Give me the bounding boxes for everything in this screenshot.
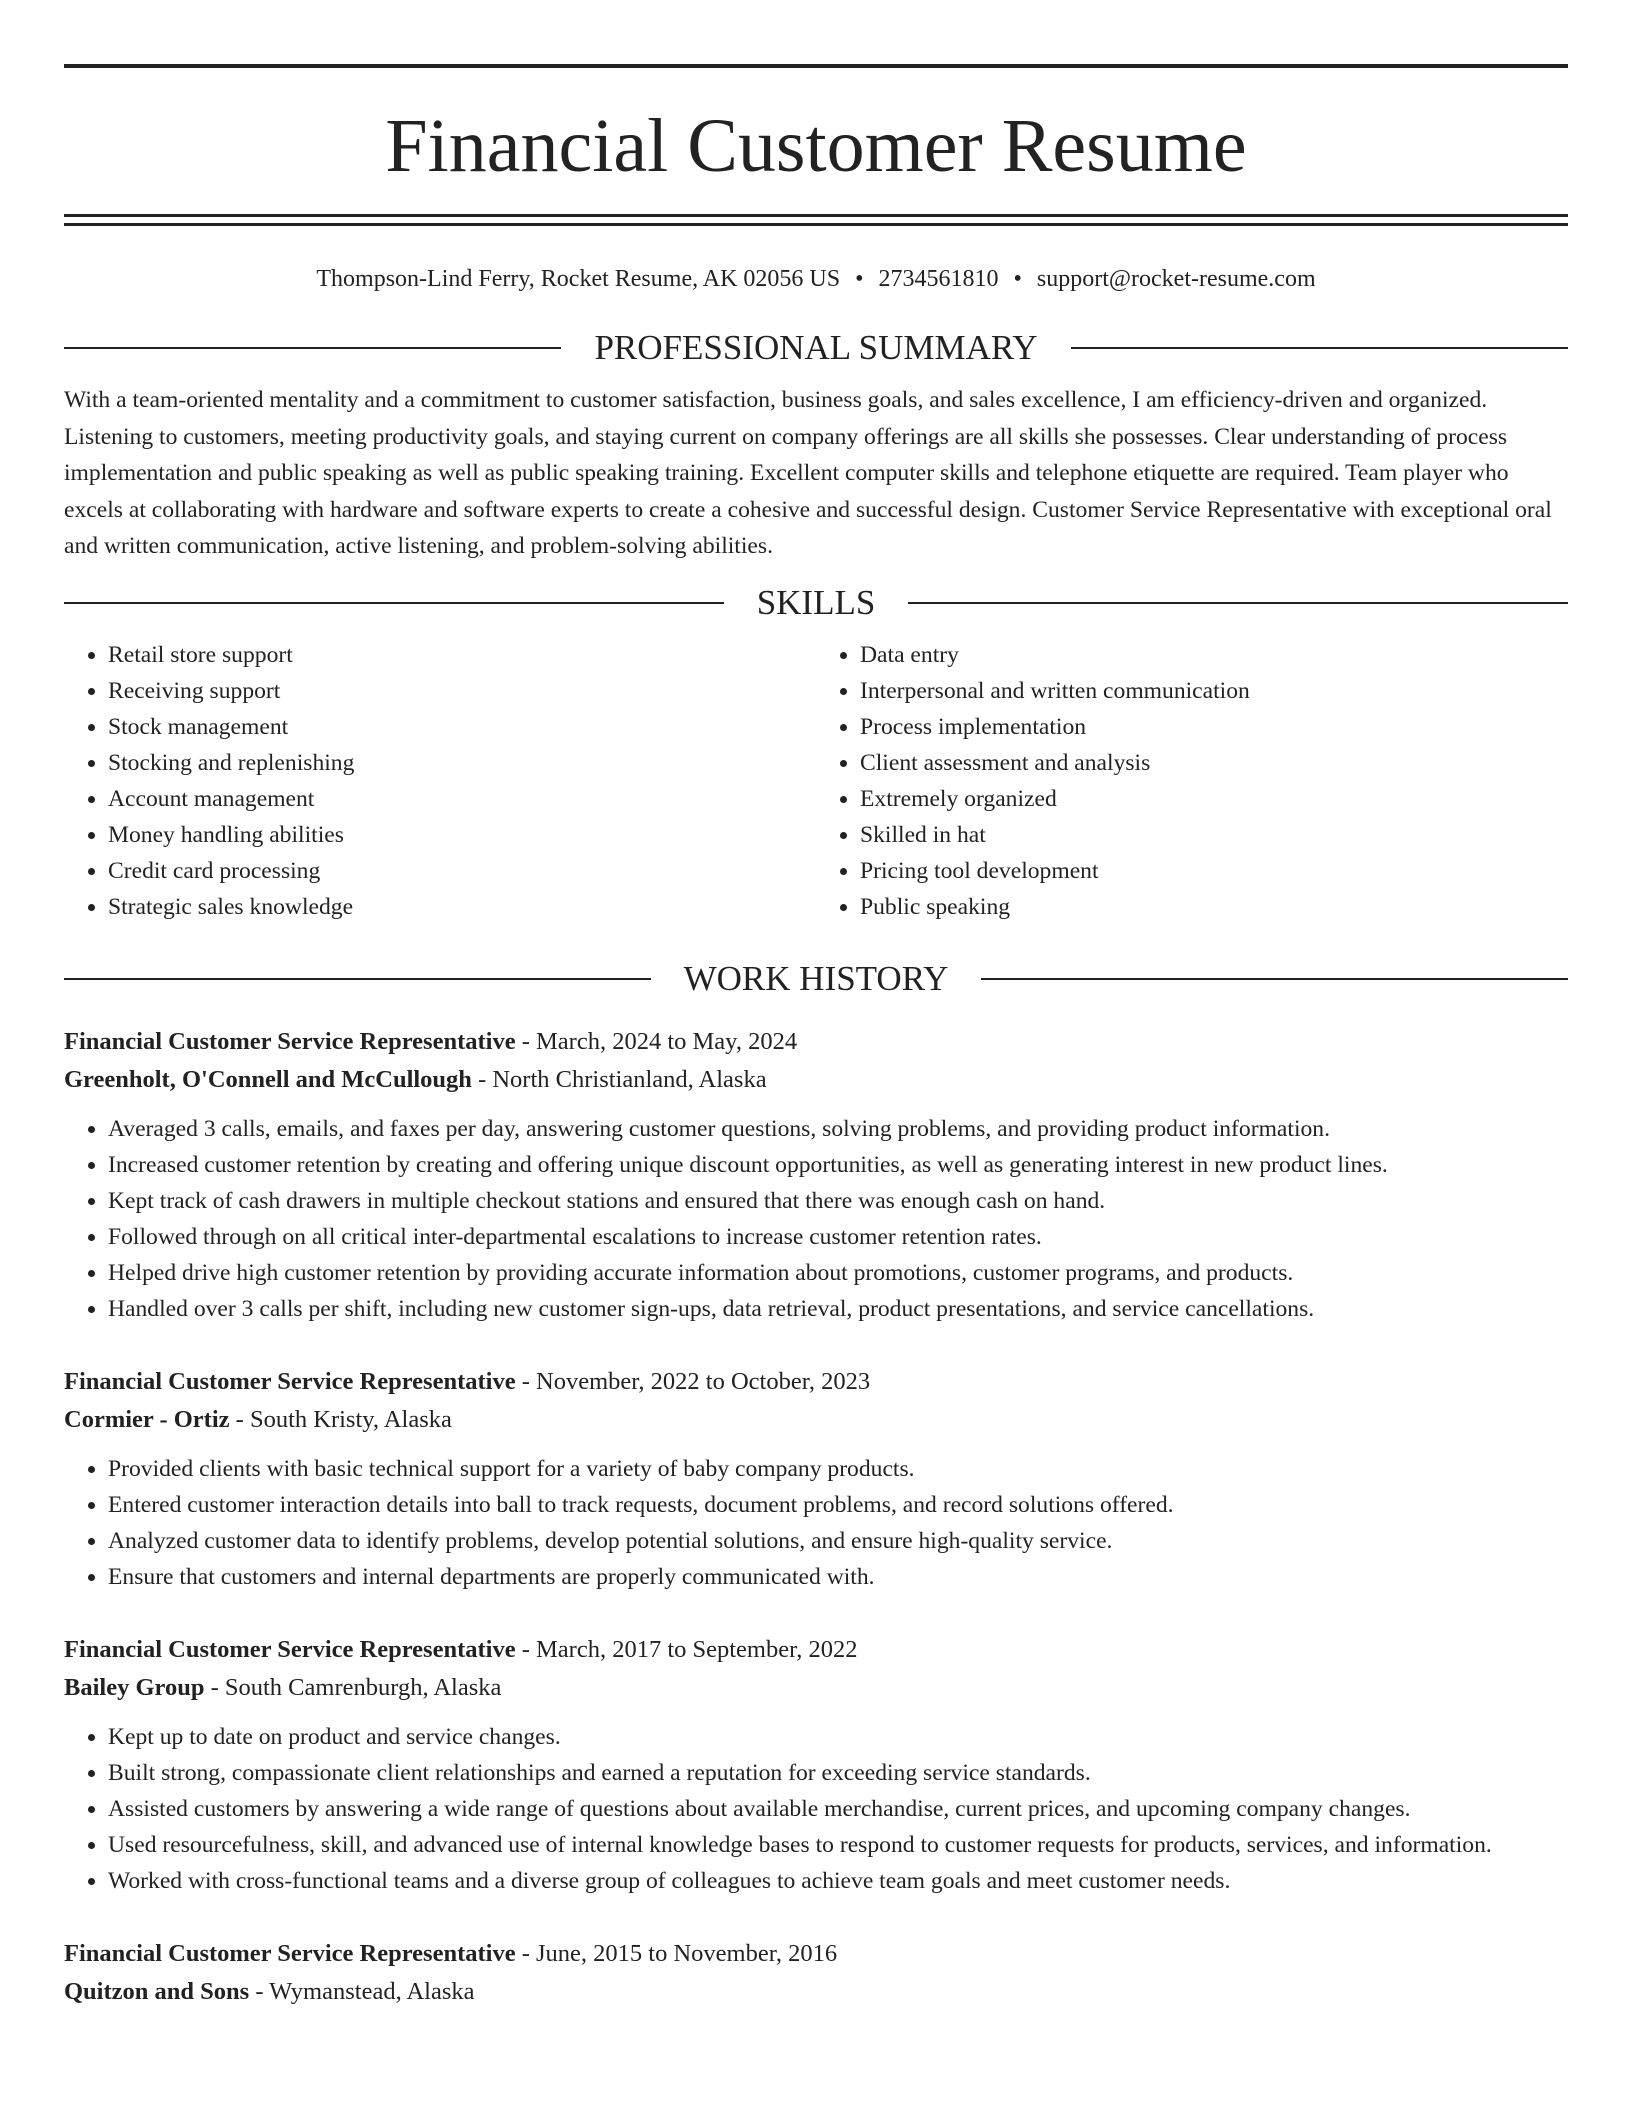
job-title: Financial Customer Service Representative xyxy=(64,1635,516,1663)
job-title-line: Financial Customer Service Representative - March, 2024 to May, 2024 xyxy=(64,1027,798,1055)
job-entry xyxy=(64,1363,1568,1595)
job-location: South Kristy, Alaska xyxy=(249,1405,452,1433)
contact-address: Thompson-Lind Ferry, Rocket Resume, AK 02056 US xyxy=(316,266,841,292)
section-title-summary: PROFESSIONAL SUMMARY xyxy=(594,328,1038,367)
heading-rule-left xyxy=(64,602,724,604)
job-entry xyxy=(64,1023,1568,1327)
job-bullet: • Handled over 3 calls per shift, including new customer sign-ups, data retrieval, product presentations, and service cancellations. xyxy=(108,1291,1568,1327)
job-company-line: Bailey Group - South Camrenburgh, Alaska xyxy=(64,1673,502,1701)
section-heading-work-history xyxy=(64,959,1568,999)
job-dates: March, 2017 to September, 2022 xyxy=(536,1635,858,1663)
job-title: Financial Customer Service Representative xyxy=(64,1939,516,1967)
section-title-work-history: WORK HISTORY xyxy=(683,958,949,998)
skills-columns xyxy=(64,637,1568,925)
job-bullet: • Provided clients with basic technical support for a variety of baby company products. xyxy=(108,1451,1568,1487)
skill-item: • Stocking and replenishing xyxy=(108,745,816,781)
skill-item: • Retail store support xyxy=(108,637,816,673)
job-dates: November, 2022 to October, 2023 xyxy=(536,1367,871,1395)
job-bullets xyxy=(64,1451,1568,1595)
job-company-line: Cormier - Ortiz - South Kristy, Alaska xyxy=(64,1405,452,1433)
job-bullet: • Kept track of cash drawers in multiple checkout stations and ensured that there was enough cash on hand. xyxy=(108,1183,1568,1219)
job-dates: June, 2015 to November, 2016 xyxy=(536,1939,838,1967)
job-company-line: Greenholt, O'Connell and McCullough - North Christianland, Alaska xyxy=(64,1065,767,1093)
job-bullet: • Worked with cross-functional teams and a diverse group of colleagues to achieve team goals and meet customer needs. xyxy=(108,1863,1568,1899)
job-company: Quitzon and Sons xyxy=(64,1977,250,2005)
job-dates: March, 2024 to May, 2024 xyxy=(536,1027,798,1055)
job-bullet: • Assisted customers by answering a wide range of questions about available merchandise, current prices, and upcoming company changes. xyxy=(108,1791,1568,1827)
section-heading-summary xyxy=(64,328,1568,368)
job-location: South Camrenburgh, Alaska xyxy=(224,1673,502,1701)
heading-rule-left xyxy=(64,978,651,980)
skill-item: • Extremely organized xyxy=(860,781,1568,817)
contact-separator: • xyxy=(1013,266,1022,292)
heading-rule-right xyxy=(981,978,1568,980)
job-company-line: Quitzon and Sons - Wymanstead, Alaska xyxy=(64,1977,475,2005)
job-bullet: • Built strong, compassionate client relationships and earned a reputation for exceeding service standards. xyxy=(108,1755,1568,1791)
resume-title: Financial Customer Resume xyxy=(385,104,1247,188)
job-location: Wymanstead, Alaska xyxy=(269,1977,475,2005)
job-entry xyxy=(64,1631,1568,1899)
job-bullet: • Increased customer retention by creating and offering unique discount opportunities, as well as generating interest in new product lines. xyxy=(108,1147,1568,1183)
professional-summary-text: With a team-oriented mentality and a commitment to customer satisfaction, business goals, and sales excellence, I am efficiency-driven and organized. Listening to customers, meeting productivity goals, and staying current on company offerings are all skills she possesses. Clear understanding of process implementation and public speaking as well as public speaking training. Excellent computer skills and telephone etiquette are required. Team player who excels at collaborating with hardware and software experts to create a cohesive and successful design. Customer Service Representative with exceptional oral and written communication, active listening, and problem-solving abilities. xyxy=(64,387,1552,560)
job-title-line: Financial Customer Service Representative - November, 2022 to October, 2023 xyxy=(64,1367,871,1395)
contact-separator: • xyxy=(855,266,864,292)
job-company: Greenholt, O'Connell and McCullough xyxy=(64,1065,472,1093)
job-bullet: • Helped drive high customer retention by providing accurate information about promotions, customer programs, and products. xyxy=(108,1255,1568,1291)
top-rule xyxy=(64,64,1568,68)
heading-rule-left xyxy=(64,347,561,349)
skill-item: • Data entry xyxy=(860,637,1568,673)
work-history-list xyxy=(64,1023,1568,2011)
contact-line xyxy=(64,264,1568,294)
job-bullet: • Ensure that customers and internal departments are properly communicated with. xyxy=(108,1559,1568,1595)
job-title-line: Financial Customer Service Representative - March, 2017 to September, 2022 xyxy=(64,1635,858,1663)
job-bullet: • Kept up to date on product and service changes. xyxy=(108,1719,1568,1755)
skill-item: • Process implementation xyxy=(860,709,1568,745)
job-title: Financial Customer Service Representative xyxy=(64,1367,516,1395)
job-bullet: • Averaged 3 calls, emails, and faxes per day, answering customer questions, solving problems, and providing product information. xyxy=(108,1111,1568,1147)
skill-item: • Client assessment and analysis xyxy=(860,745,1568,781)
section-heading-skills xyxy=(64,583,1568,623)
skills-list-left xyxy=(64,637,816,925)
job-bullets xyxy=(64,1111,1568,1327)
job-bullet: • Followed through on all critical inter-departmental escalations to increase customer retention rates. xyxy=(108,1219,1568,1255)
job-bullets xyxy=(64,1719,1568,1899)
skill-item: • Account management xyxy=(108,781,816,817)
job-bullet: • Used resourcefulness, skill, and advanced use of internal knowledge bases to respond to customer requests for products, services, and information. xyxy=(108,1827,1568,1863)
section-title-skills: SKILLS xyxy=(756,582,876,622)
skills-list-right xyxy=(816,637,1568,925)
skill-item: • Public speaking xyxy=(860,889,1568,925)
job-location: North Christianland, Alaska xyxy=(492,1065,767,1093)
skill-item: • Skilled in hat xyxy=(860,817,1568,853)
job-bullet: • Entered customer interaction details into ball to track requests, document problems, and record solutions offered. xyxy=(108,1487,1568,1523)
title-double-rule xyxy=(64,214,1568,226)
job-entry xyxy=(64,1935,1568,2011)
job-company: Bailey Group xyxy=(64,1673,205,1701)
contact-phone: 2734561810 xyxy=(878,266,999,292)
skill-item: • Strategic sales knowledge xyxy=(108,889,816,925)
skill-item: • Receiving support xyxy=(108,673,816,709)
skill-item: • Interpersonal and written communication xyxy=(860,673,1568,709)
job-title: Financial Customer Service Representative xyxy=(64,1027,516,1055)
skill-item: • Money handling abilities xyxy=(108,817,816,853)
skill-item: • Pricing tool development xyxy=(860,853,1568,889)
skill-item: • Credit card processing xyxy=(108,853,816,889)
job-bullet: • Analyzed customer data to identify problems, develop potential solutions, and ensure high-quality service. xyxy=(108,1523,1568,1559)
skill-item: • Stock management xyxy=(108,709,816,745)
heading-rule-right xyxy=(1071,347,1568,349)
heading-rule-right xyxy=(908,602,1568,604)
job-company: Cormier - Ortiz xyxy=(64,1405,230,1433)
contact-email: support@rocket-resume.com xyxy=(1036,266,1316,292)
job-title-line: Financial Customer Service Representative - June, 2015 to November, 2016 xyxy=(64,1939,838,1967)
